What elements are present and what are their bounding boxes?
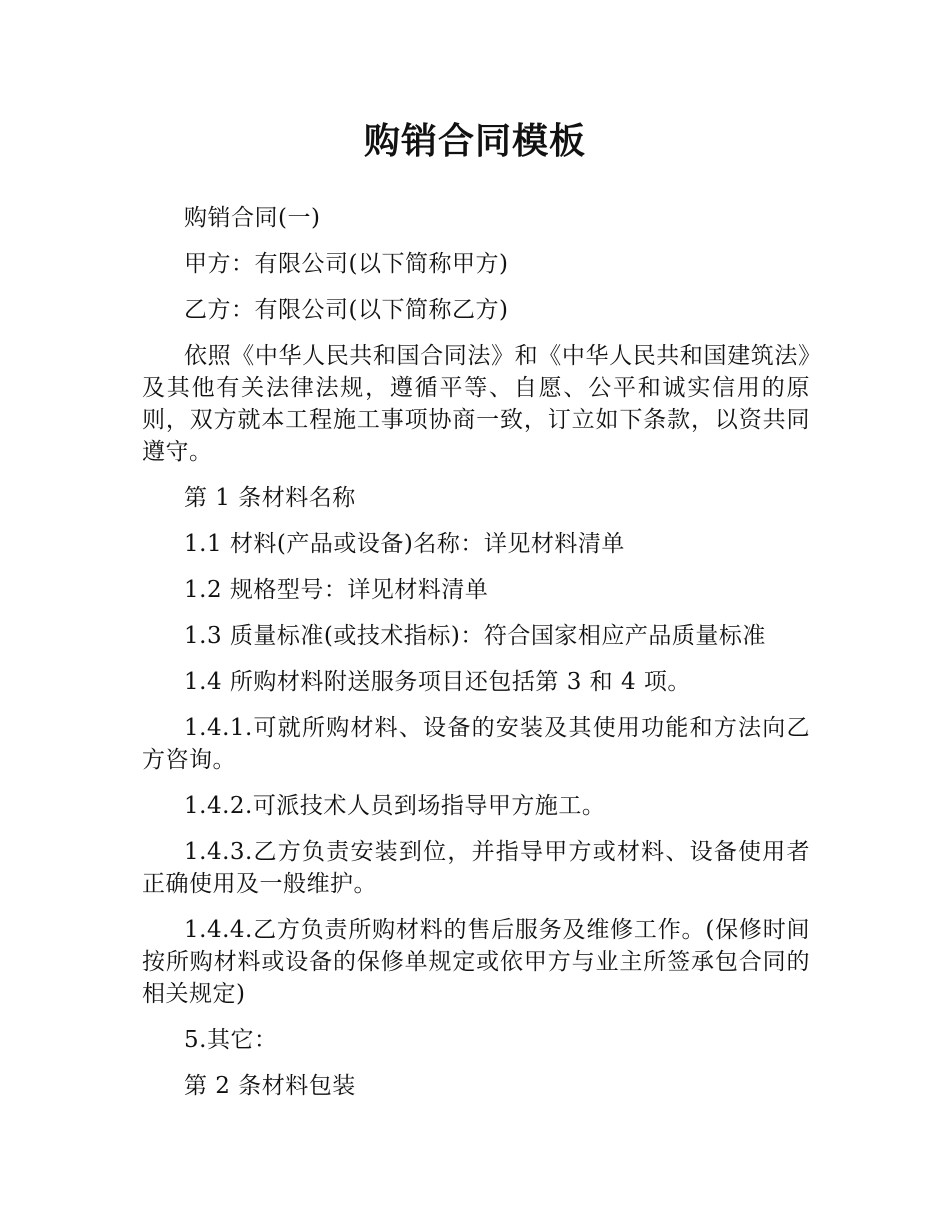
clause-1-3: 1.3 质量标准(或技术指标)：符合国家相应产品质量标准 <box>184 623 766 649</box>
clause-1-4-3: 1.4.3.乙方负责安装到位，并指导甲方或材料、设备使用者正确使用及一般维护。 <box>142 839 810 897</box>
article-1-heading: 第 1 条材料名称 <box>184 485 356 511</box>
document-body <box>142 202 810 1116</box>
clause-1-4: 1.4 所购材料附送服务项目还包括第 3 和 4 项。 <box>184 669 691 695</box>
contract-subtitle: 购销合同(一) <box>184 205 321 231</box>
preamble: 依照《中华人民共和国合同法》和《中华人民共和国建筑法》及其他有关法律法规，遵循平等、自愿、公平和诚实信用的原则，双方就本工程施工事项协商一致，订立如下条款，以资共同遵守。 <box>142 343 810 465</box>
clause-1-4-1: 1.4.1.可就所购材料、设备的安装及其使用功能和方法向乙方咨询。 <box>142 715 810 773</box>
clause-1-1: 1.1 材料(产品或设备)名称：详见材料清单 <box>184 531 625 557</box>
document-title: 购销合同模板 <box>363 121 586 162</box>
clause-1-2: 1.2 规格型号：详见材料清单 <box>184 577 489 603</box>
party-a: 甲方：有限公司(以下简称甲方) <box>184 251 509 277</box>
clause-1-4-2: 1.4.2.可派技术人员到场指导甲方施工。 <box>184 793 606 819</box>
clause-1-4-4: 1.4.4.乙方负责所购材料的售后服务及维修工作。(保修时间按所购材料或设备的保修单规定或依甲方与业主所签承包合同的相关规定) <box>142 917 810 1007</box>
article-2-heading: 第 2 条材料包装 <box>184 1073 356 1099</box>
party-b: 乙方：有限公司(以下简称乙方) <box>184 297 509 323</box>
clause-5-other: 5.其它： <box>184 1027 278 1053</box>
